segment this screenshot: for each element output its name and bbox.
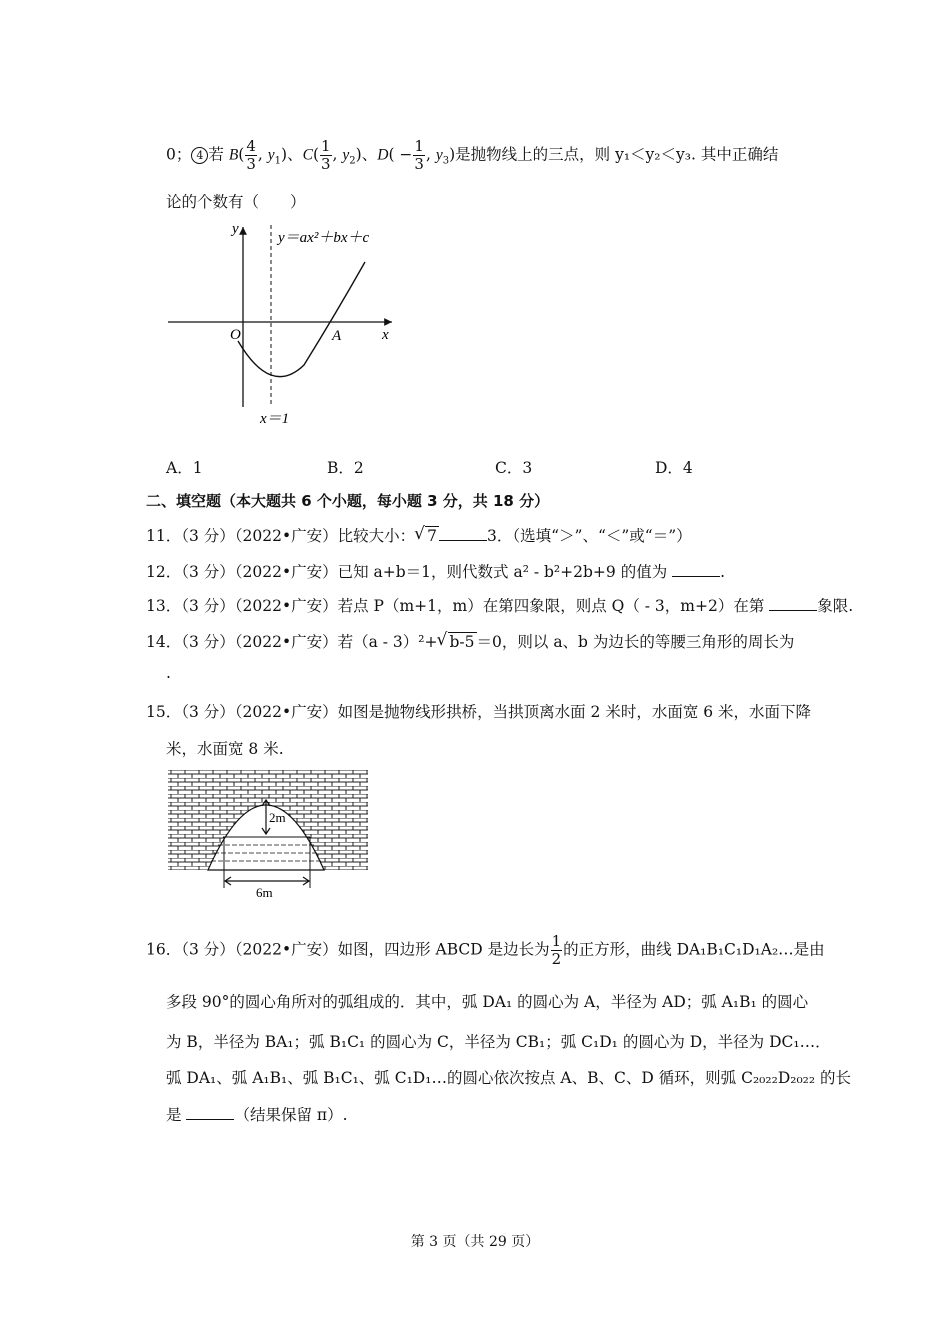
- question-14: 14．（3 分）（2022•广安）若（a - 3）²+√ b-5 ＝0，则以 a、b 为边长的等腰三角形的周长为: [146, 630, 794, 652]
- answer-blank: [186, 1105, 234, 1120]
- question-13: 13．（3 分）（2022•广安）若点 P（m+1，m）在第四象限，则点 Q（ - 3，m+2）在第 象限.: [146, 597, 854, 615]
- question-11: 11．（3 分）（2022•广安）比较大小：√ 7 3．（选填“＞”、“＜”或“＝”）: [146, 524, 692, 546]
- question-16-line3: 为 B，半径为 BA₁；弧 B₁C₁ 的圆心为 C，半径为 CB₁；弧 C₁D₁ 的圆心为 D，半径为 DC₁…．: [166, 1033, 831, 1051]
- question-14-line2: .: [166, 664, 171, 682]
- option-b: B．2: [327, 459, 364, 477]
- parabola-graph: [160, 215, 410, 430]
- section-heading: 二、填空题（本大题共 6 个小题，每小题 3 分，共 18 分）: [146, 492, 550, 510]
- page-footer: 第 3 页（共 29 页）: [410, 1234, 540, 1250]
- question-16-line1: 16．（3 分）（2022•广安）如图，四边形 ABCD 是边长为 $\frac{1}{2}$ 的正方形，曲线 DA₁B₁C₁D₁A₂…是由: [146, 932, 825, 968]
- q10-line2: 论的个数有（ ）: [166, 193, 306, 211]
- circled-number: 4: [191, 147, 208, 164]
- sqrt-b-5: √ b-5: [448, 632, 477, 651]
- question-12: 12．（3 分）（2022•广安）已知 a+b＝1，则代数式 a² - b²+2b+9 的值为 .: [146, 563, 726, 581]
- width-label: 6m: [256, 885, 273, 900]
- question-16-line4: 弧 DA₁、弧 A₁B₁、弧 B₁C₁、弧 C₁D₁…的圆心依次按点 A、B、C、D 循环，则弧 C₂₀₂₂D₂₀₂₂ 的长: [166, 1069, 852, 1087]
- option-c: C．3: [495, 459, 533, 477]
- question-15-line1: 15．（3 分）（2022•广安）如图是抛物线形拱桥，当拱顶离水面 2 米时，水面宽 6 米，水面下降: [146, 703, 812, 721]
- origin-label: O: [230, 327, 241, 343]
- question-16-line5: 是 （结果保留 π）.: [166, 1106, 348, 1124]
- equation-label: y＝ax²＋bx＋c: [278, 230, 370, 246]
- answer-blank: [769, 596, 817, 611]
- question-16-line2: 多段 90°的圆心角所对的弧组成的．其中，弧 DA₁ 的圆心为 A，半径为 AD；弧 A₁B₁ 的圆心: [166, 993, 809, 1011]
- answer-blank: [439, 526, 487, 541]
- option-a: A．1: [166, 459, 203, 477]
- symmetry-label: x＝1: [260, 411, 290, 427]
- question-15-line2: 米，水面宽 8 米.: [166, 740, 284, 758]
- sqrt-7: √ 7: [425, 526, 439, 545]
- q10-line1: 0； 4 若 B( $\frac{4}{3}$ , $y_1$)、C( $\frac{1}{3}$ , $y_2$)、D( − $\frac{1}{3}$ , $y_3$)是抛物线上的三点，则 y₁＜y₂＜y₃. 其中正确结: [166, 137, 779, 173]
- x-axis-label: x: [382, 327, 389, 343]
- arch-bridge-figure: [168, 770, 370, 900]
- y-axis-label: y: [232, 221, 239, 237]
- answer-blank: [672, 562, 720, 577]
- point-a-label: A: [332, 328, 342, 344]
- parabola-curve: [238, 262, 365, 377]
- option-d: D．4: [655, 459, 693, 477]
- height-label: 2m: [269, 810, 286, 825]
